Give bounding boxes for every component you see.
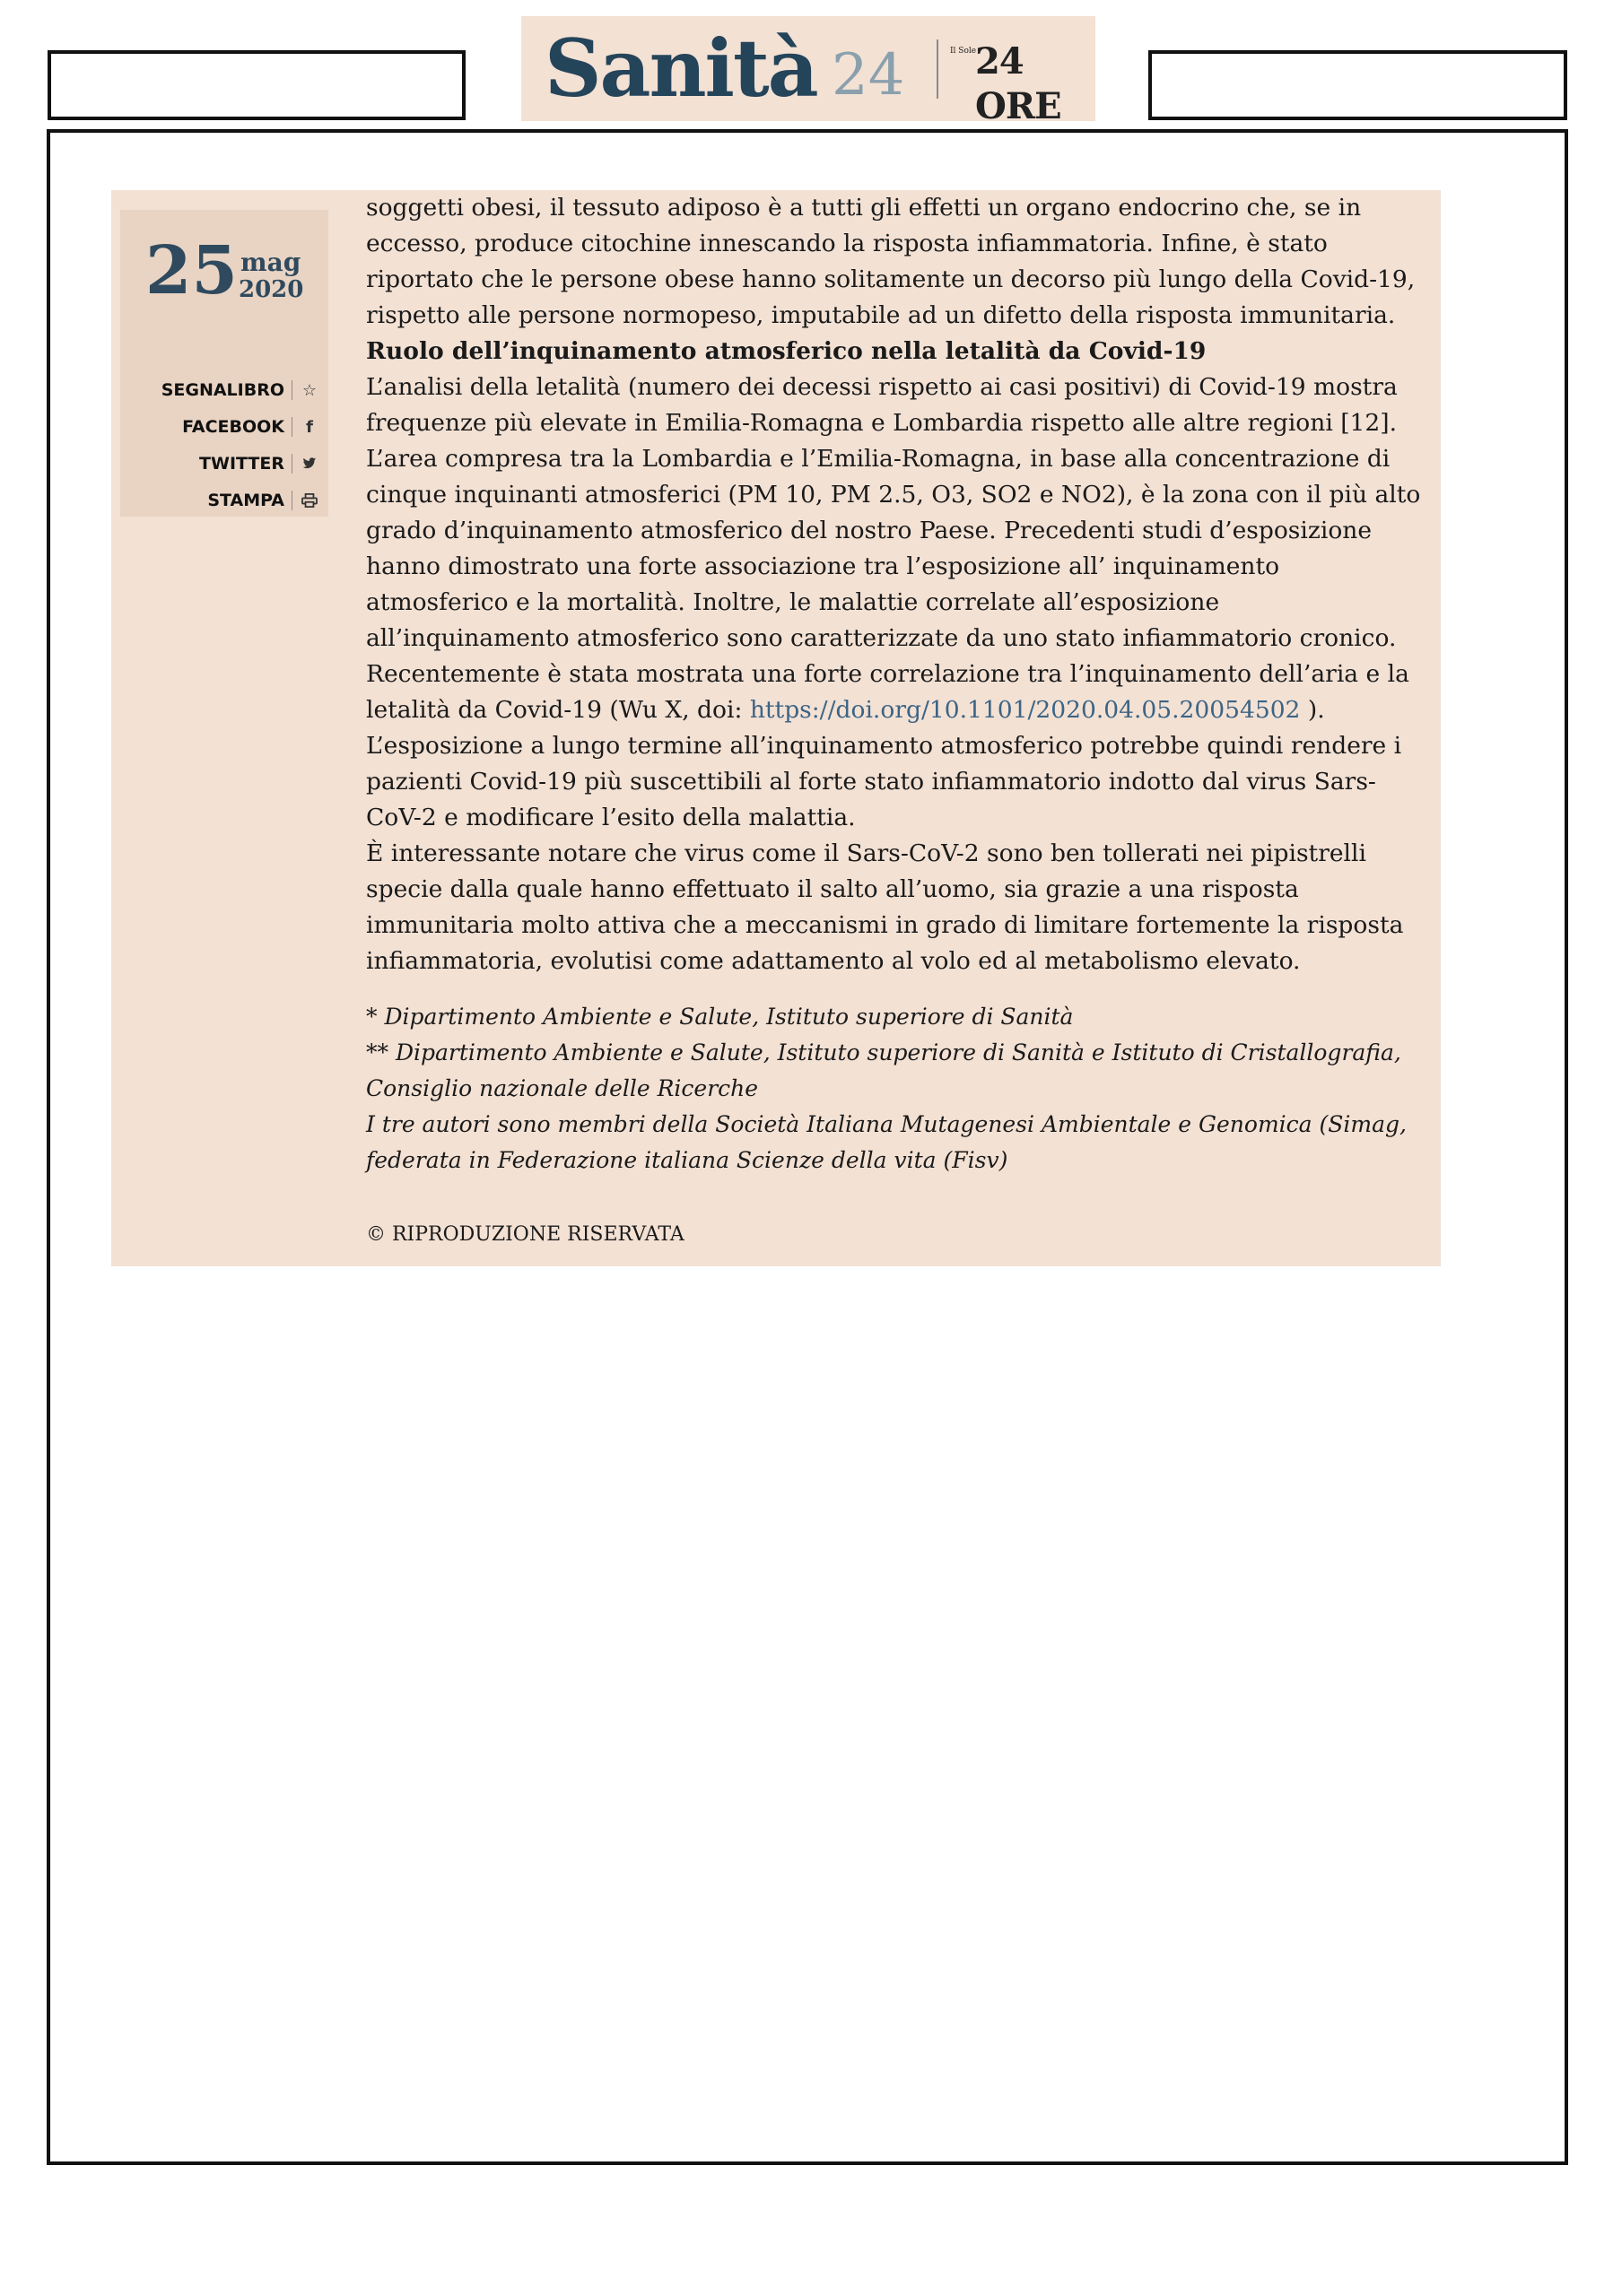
- doi-link[interactable]: https://doi.org/10.1101/2020.04.05.20054502: [749, 696, 1301, 724]
- share-bookmark-button[interactable]: [161, 377, 318, 404]
- share-label: TWITTER: [199, 454, 284, 474]
- header-right-box: [1148, 50, 1567, 120]
- header-left-box: [48, 50, 466, 120]
- article-paragraph: L’analisi della letalità (numero dei decessi rispetto ai casi positivi) di Covid-19 mostra frequenze più elevate in Emilia-Romagna e Lombardia rispetto alle altre regioni [12].: [366, 373, 1398, 437]
- logo-24ore-text: 24 ORE: [975, 40, 1061, 127]
- print-icon: [301, 493, 318, 508]
- share-label: STAMPA: [207, 491, 284, 510]
- article-sidebar: [120, 210, 328, 517]
- share-label: SEGNALIBRO: [161, 380, 284, 400]
- article-paragraph: [366, 441, 1425, 728]
- author-note: I tre autori sono membri della Società Italiana Mutagenesi Ambientale e Genomica (Simag, federata in Federazione italiana Scienze della vita (Fisv): [366, 1111, 1407, 1173]
- logo-ilsole-text: Il Sole: [950, 47, 977, 56]
- article-container: [111, 190, 1441, 1266]
- author-note: * Dipartimento Ambiente e Salute, Istituto superiore di Sanità: [366, 1004, 1074, 1030]
- facebook-icon: f: [306, 417, 313, 437]
- article-paragraph: È interessante notare che virus come il Sars-CoV-2 sono ben tollerati nei pipistrelli specie dalla quale hanno effettuato il salto all’uomo, sia grazie a una risposta immunitaria molto attiva che a meccanismi in grado di limitare fortemente la risposta infiammatoria, evolutisi come adattamento al volo ed al metabolismo elevato.: [366, 839, 1404, 975]
- copyright-notice: © RIPRODUZIONE RISERVATA: [366, 1223, 684, 1246]
- twitter-icon: [301, 457, 318, 470]
- article-body: [366, 190, 1425, 979]
- author-notes: [366, 999, 1425, 1178]
- date-month: mag: [240, 248, 301, 277]
- logo-sanita-text: Sanità: [545, 22, 817, 115]
- date-day: 25: [145, 232, 238, 309]
- date-year: 2020: [239, 276, 304, 303]
- logo-divider: [937, 39, 938, 99]
- article-text: ).: [1307, 696, 1325, 724]
- star-icon: ☆: [301, 380, 318, 400]
- share-facebook-button[interactable]: [182, 413, 318, 440]
- logo-24-text: 24: [832, 42, 905, 109]
- share-twitter-button[interactable]: [199, 450, 318, 477]
- article-paragraph: L’esposizione a lungo termine all’inquinamento atmosferico potrebbe quindi rendere i pazienti Covid-19 più suscettibili al forte stato infiammatorio indotto dal virus Sars-CoV-2 e modificare l’esito della malattia.: [366, 732, 1402, 831]
- article-text: L’area compresa tra la Lombardia e l’Emilia-Romagna, in base alla concentrazione di cinque inquinanti atmosferici (PM 10, PM 2.5, O3, SO2 e NO2), è la zona con il più alto grado d’inquinamento atmosferico del nostro Paese. Precedenti studi d’esposizione hanno dimostrato una forte associazione tra l’esposizione all’ inquinamento atmosferico e la mortalità. Inoltre, le malattie correlate all’esposizione all’inquinamento atmosferico sono caratterizzate da uno stato infiammatorio cronico. Recentemente è stata mostrata una forte correlazione tra l’inquinamento dell’aria e la letalità da Covid-19 (Wu X, doi:: [366, 445, 1421, 724]
- share-print-button[interactable]: [207, 487, 318, 514]
- author-note: ** Dipartimento Ambiente e Salute, Istituto superiore di Sanità e Istituto di Cristallografia, Consiglio nazionale delle Ricerche: [366, 1039, 1401, 1101]
- article-subheading: Ruolo dell’inquinamento atmosferico nella letalità da Covid-19: [366, 337, 1207, 365]
- article-paragraph: soggetti obesi, il tessuto adiposo è a tutti gli effetti un organo endocrino che, se in eccesso, produce citochine innescando la risposta infiammatoria. Infine, è stato riportato che le persone obese hanno solitamente un decorso più lungo della Covid-19, rispetto alle persone normopeso, imputabile ad un difetto della risposta immunitaria.: [366, 194, 1416, 329]
- share-label: FACEBOOK: [182, 417, 284, 437]
- sanita24-logo[interactable]: [521, 16, 1095, 127]
